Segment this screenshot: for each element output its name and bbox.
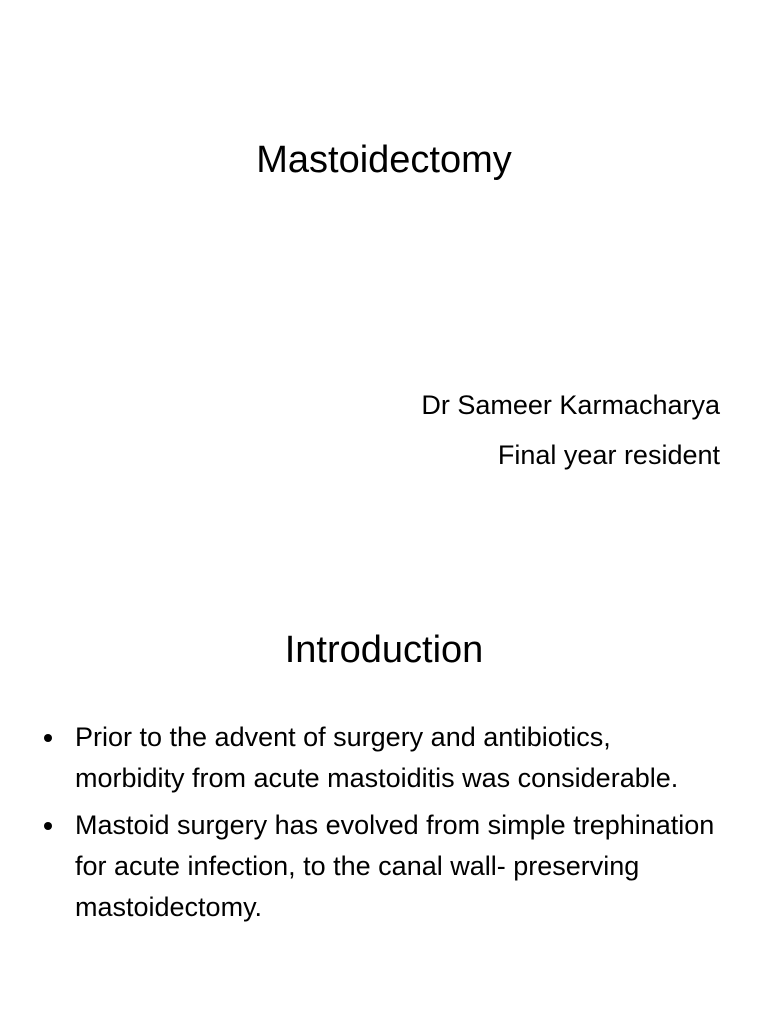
list-item <box>40 717 720 799</box>
presenter-info <box>421 380 720 480</box>
presenter-role: Final year resident <box>497 440 720 470</box>
slide-title: Introduction <box>284 629 484 671</box>
bullet-icon <box>44 822 52 830</box>
slide-title: Mastoidectomy <box>256 139 512 181</box>
presenter-name: Dr Sameer Karmacharya <box>421 390 720 420</box>
list-item <box>40 805 720 928</box>
bullet-text: Mastoid surgery has evolved from simple trephination for acute infection, to the canal wall- preserving mastoidectomy. <box>75 810 715 922</box>
bullet-icon <box>44 734 52 742</box>
bullet-list <box>40 717 720 934</box>
bullet-text: Prior to the advent of surgery and antibiotics, morbidity from acute mastoiditis was considerable. <box>75 722 679 793</box>
introduction-slide <box>0 512 768 1024</box>
